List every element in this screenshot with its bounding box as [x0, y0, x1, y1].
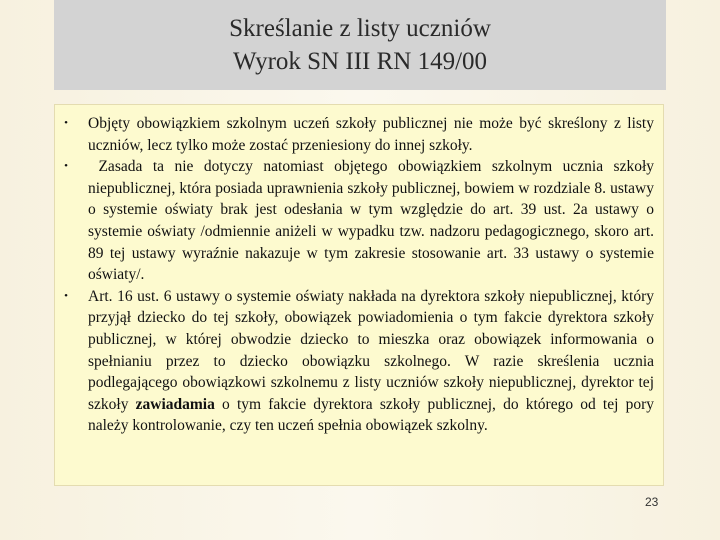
- list-item: [61, 156, 658, 286]
- bullet-text-bold: zawiadamia: [135, 395, 215, 413]
- bullet-list: [61, 113, 658, 437]
- page-number: 23: [645, 495, 659, 509]
- content-box: [54, 104, 664, 486]
- list-item: [61, 113, 654, 156]
- bullet-icon: •: [64, 117, 68, 129]
- title-line-1: Skreślanie z listy uczniów: [229, 15, 491, 42]
- bullet-text: Zasada ta nie dotyczy natomiast objętego obowiązkiem szkolnym ucznia szkoły niepublicznej, która posiada uprawnienia szkoły publicznej, bowiem w rozdziale 8. ustawy o systemie oświaty brak jest odesłania w tym względzie do art. 39 ust. 2a ustawy o systemie oświaty /odmiennie aniżeli w wypadku tzw. nadzoru pedagogicznego, skoro art. 89 tej ustawy wyraźnie nakazuje w tym zakresie stosowanie art. 33 ustawy o systemie oświaty/.: [88, 158, 658, 284]
- title-line-2: Wyrok SN III RN 149/00: [232, 48, 488, 75]
- bullet-text-before: Art. 16 ust. 6 ustawy o systemie oświaty nakłada na dyrektora szkoły niepublicznej, który przyjął dziecko do tej szkoły, obowiązek powiadomienia o tym fakcie dyrektora szkoły publicznej, w której obwodzie dziecko to mieszka oraz obowiązek informowania o spełnianiu przez to dziecko obowiązku szkolnego. W razie skreślenia ucznia podlegającego obowiązkowi szkolnemu z listy uczniów szkoły niepublicznej, dyrektor tej szkoły: [88, 287, 654, 413]
- bullet-text-after: o tym fakcie dyrektora szkoły publicznej, do którego od tej pory należy kontrolowanie, czy ten uczeń spełnia obowiązek szkolny.: [88, 395, 654, 435]
- bullet-icon: •: [64, 160, 68, 173]
- bullet-text: Objęty obowiązkiem szkolnym uczeń szkoły publicznej nie może być skreślony z listy uczniów, lecz tylko może zostać przeniesiony do innej szkoły.: [88, 115, 654, 154]
- bullet-icon: •: [64, 289, 68, 302]
- list-item: [61, 286, 654, 437]
- bullet-text: [88, 288, 654, 435]
- slide-title: [54, 0, 666, 90]
